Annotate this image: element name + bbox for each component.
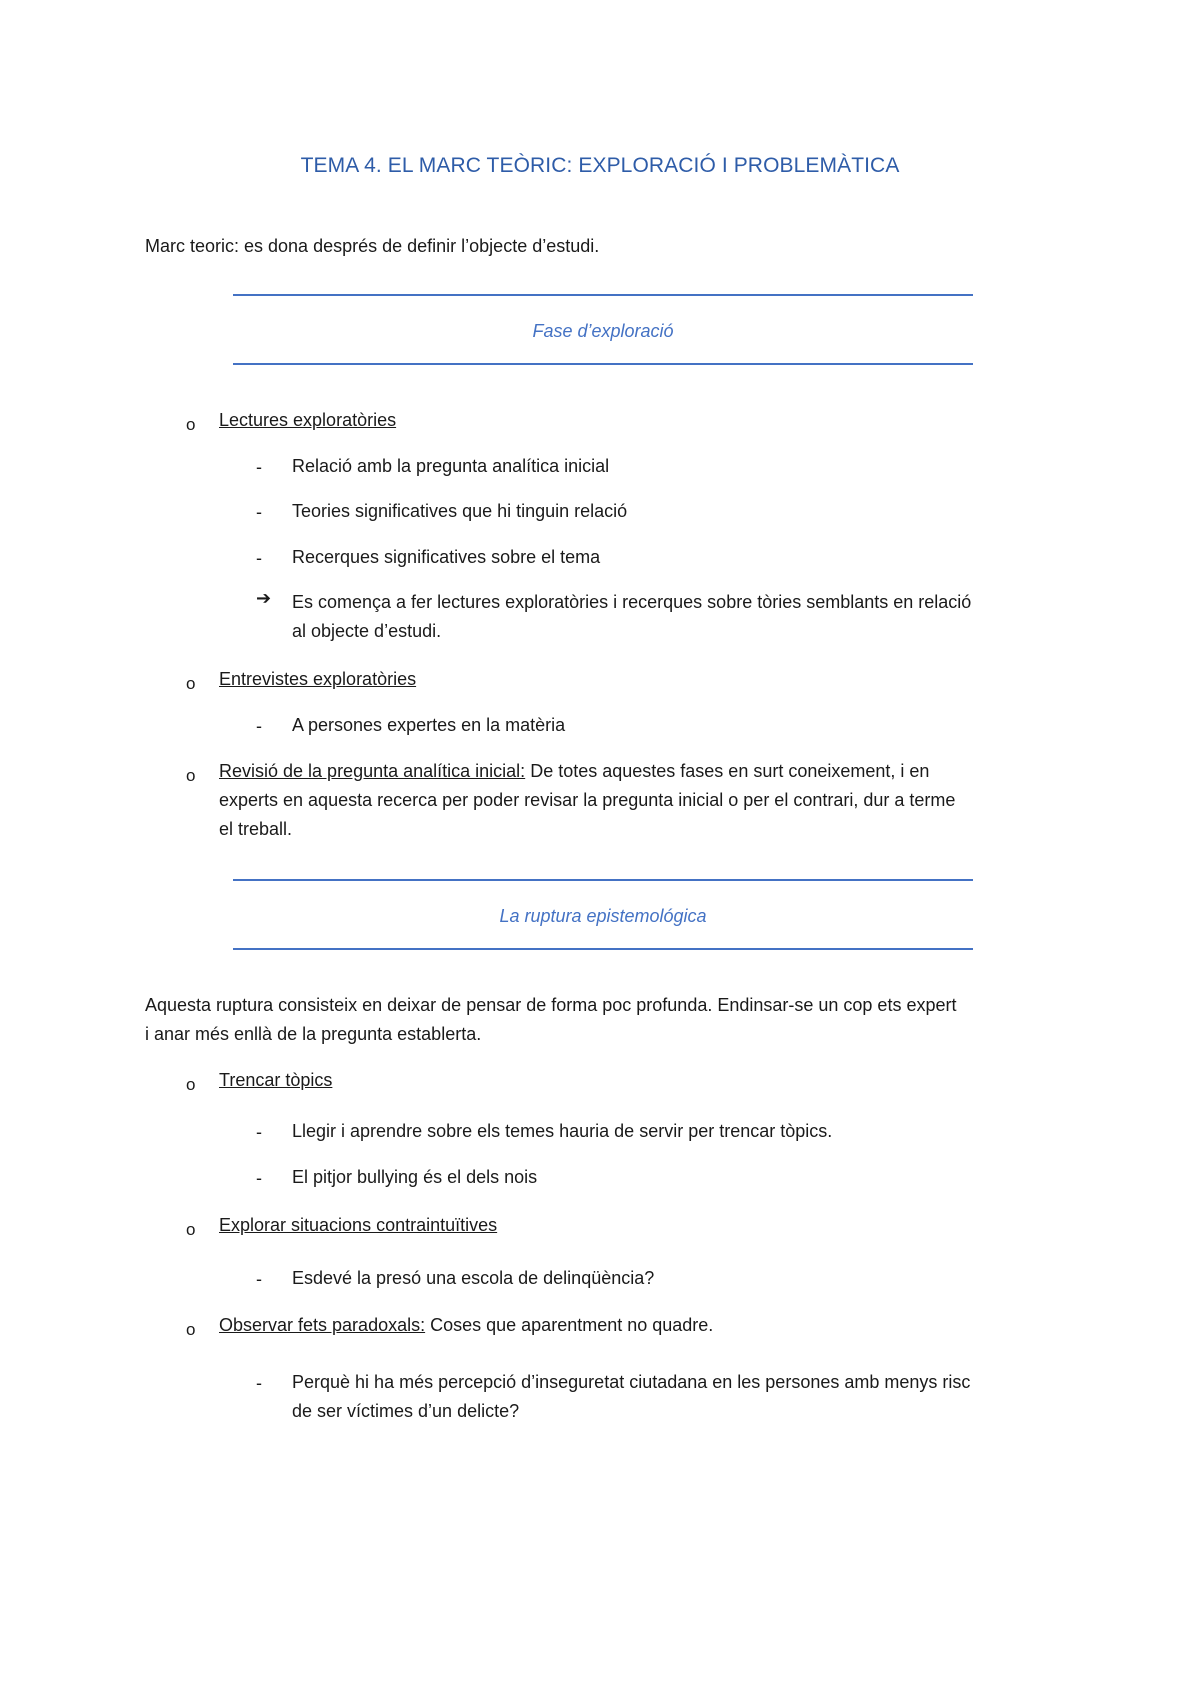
- list-item-entrevistes: Entrevistes exploratòries: [219, 669, 417, 689]
- sub-item: Teories significatives que hi tinguin relació: [292, 501, 628, 521]
- document-title: TEMA 4. EL MARC TEÒRIC: EXPLORACIÓ I PROBLEMÀTICA: [300, 154, 900, 177]
- sub-item: Llegir i aprendre sobre els temes hauria de servir per trencar tòpics.: [292, 1121, 833, 1141]
- list-bullet: o: [186, 1220, 196, 1239]
- list-item-label: Revisió de la pregunta analítica inicial:: [219, 761, 526, 781]
- list-item-lectures: Lectures exploratòries: [219, 410, 397, 430]
- list-bullet: o: [186, 674, 196, 693]
- section-heading-exploracio: Fase d’exploració: [532, 321, 674, 341]
- list-item-text: De totes aquestes fases en surt coneixement, i en: [525, 761, 930, 781]
- sub-item: A persones expertes en la matèria: [292, 715, 566, 735]
- list-item-revisio: [219, 757, 929, 786]
- sub-item: El pitjor bullying és el dels nois: [292, 1167, 538, 1187]
- sub-item: Perquè hi ha més percepció d’inseguretat ciutadana en les persones amb menys risc: [292, 1372, 971, 1392]
- sub-bullet-dash: -: [256, 548, 262, 568]
- list-bullet: o: [186, 766, 196, 785]
- sub-bullet-dash: -: [256, 1373, 262, 1393]
- sub-item: Relació amb la pregunta analítica inicial: [292, 456, 610, 476]
- section-divider-bottom: [233, 363, 973, 365]
- list-item-observar: [219, 1311, 713, 1340]
- sub-bullet-dash: -: [256, 457, 262, 477]
- sub-bullet-dash: -: [256, 502, 262, 522]
- list-item-trencar: Trencar tòpics: [219, 1070, 333, 1090]
- intro-paragraph: Marc teoric: es dona després de definir l’objecte d’estudi.: [145, 236, 600, 256]
- sub-bullet-dash: -: [256, 1168, 262, 1188]
- section-divider-top: [233, 879, 973, 881]
- sub-bullet-dash: -: [256, 1122, 262, 1142]
- sub-bullet-dash: -: [256, 716, 262, 736]
- paragraph-line: Aquesta ruptura consisteix en deixar de pensar de forma poc profunda. Endinsar-se un cop ets expert: [145, 995, 957, 1015]
- list-item-explorar: Explorar situacions contraintuïtives: [219, 1215, 498, 1235]
- list-bullet: o: [186, 415, 196, 434]
- sub-item: Recerques significatives sobre el tema: [292, 547, 601, 567]
- arrow-note-line: al objecte d’estudi.: [292, 621, 442, 641]
- paragraph-line: experts en aquesta recerca per poder revisar la pregunta inicial o per el contrari, dur a terme: [219, 790, 956, 810]
- list-item-text: Coses que aparentment no quadre.: [425, 1315, 714, 1335]
- list-item-label: Observar fets paradoxals:: [219, 1315, 426, 1335]
- paragraph-line: el treball.: [219, 819, 293, 839]
- section-divider-top: [233, 294, 973, 296]
- section-divider-bottom: [233, 948, 973, 950]
- paragraph-line: i anar més enllà de la pregunta establerta.: [145, 1024, 482, 1044]
- section-heading-ruptura: La ruptura epistemológica: [499, 906, 707, 926]
- list-bullet: o: [186, 1320, 196, 1339]
- list-bullet: o: [186, 1075, 196, 1094]
- sub-item: de ser víctimes d’un delicte?: [292, 1401, 520, 1421]
- sub-item: Esdevé la presó una escola de delinqüència?: [292, 1268, 655, 1288]
- sub-bullet-dash: -: [256, 1269, 262, 1289]
- arrow-right-icon: ➔: [256, 588, 272, 608]
- arrow-note-line: Es comença a fer lectures exploratòries i recerques sobre tòries semblants en relació: [292, 592, 972, 612]
